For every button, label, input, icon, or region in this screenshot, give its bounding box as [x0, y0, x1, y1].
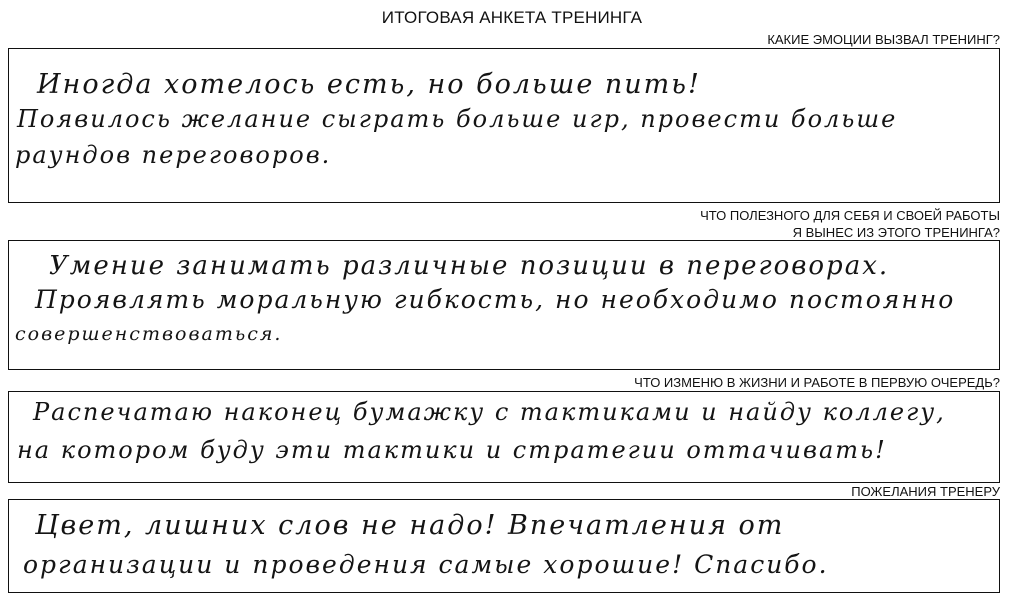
answer-box-changes	[8, 391, 1000, 483]
question-line: ЧТО ПОЛЕЗНОГО ДЛЯ СЕБЯ И СВОЕЙ РАБОТЫ	[700, 208, 1000, 223]
answer-box-emotions	[8, 48, 1000, 203]
handwritten-line: Цвет, лишних слов не надо! Впечатления от	[35, 510, 785, 541]
handwritten-line: организации и проведения самые хорошие! Спасибо.	[23, 550, 829, 579]
question-emotions	[400, 31, 1000, 48]
question-wishes	[400, 483, 1000, 500]
answer-box-wishes	[8, 499, 1000, 593]
handwritten-line: совершенствоваться.	[15, 323, 283, 345]
handwritten-line: Умение занимать различные позиции в переговорах.	[49, 251, 890, 281]
question-line: ЧТО ИЗМЕНЮ В ЖИЗНИ И РАБОТЕ В ПЕРВУЮ ОЧЕРЕДЬ?	[634, 375, 1000, 390]
handwritten-line: на котором буду эти тактики и стратегии оттачивать!	[17, 436, 887, 464]
handwritten-line: Проявлять моральную гибкость, но необходимо постоянно	[35, 285, 956, 314]
answer-box-useful	[8, 240, 1000, 370]
handwritten-line: Распечатаю наконец бумажку с тактиками и найду коллегу,	[33, 398, 946, 426]
question-line: ПОЖЕЛАНИЯ ТРЕНЕРУ	[851, 484, 1000, 499]
handwritten-line: раундов переговоров.	[15, 141, 332, 169]
question-changes	[400, 374, 1000, 391]
question-useful	[400, 207, 1000, 241]
question-line: КАКИЕ ЭМОЦИИ ВЫЗВАЛ ТРЕНИНГ?	[767, 32, 1000, 47]
handwritten-line: Появилось желание сыграть больше игр, провести больше	[17, 105, 898, 133]
form-title: ИТОГОВАЯ АНКЕТА ТРЕНИНГА	[381, 8, 643, 27]
question-line: Я ВЫНЕС ИЗ ЭТОГО ТРЕНИНГА?	[792, 225, 1000, 240]
handwritten-line: Иногда хотелось есть, но больше пить!	[37, 69, 701, 100]
